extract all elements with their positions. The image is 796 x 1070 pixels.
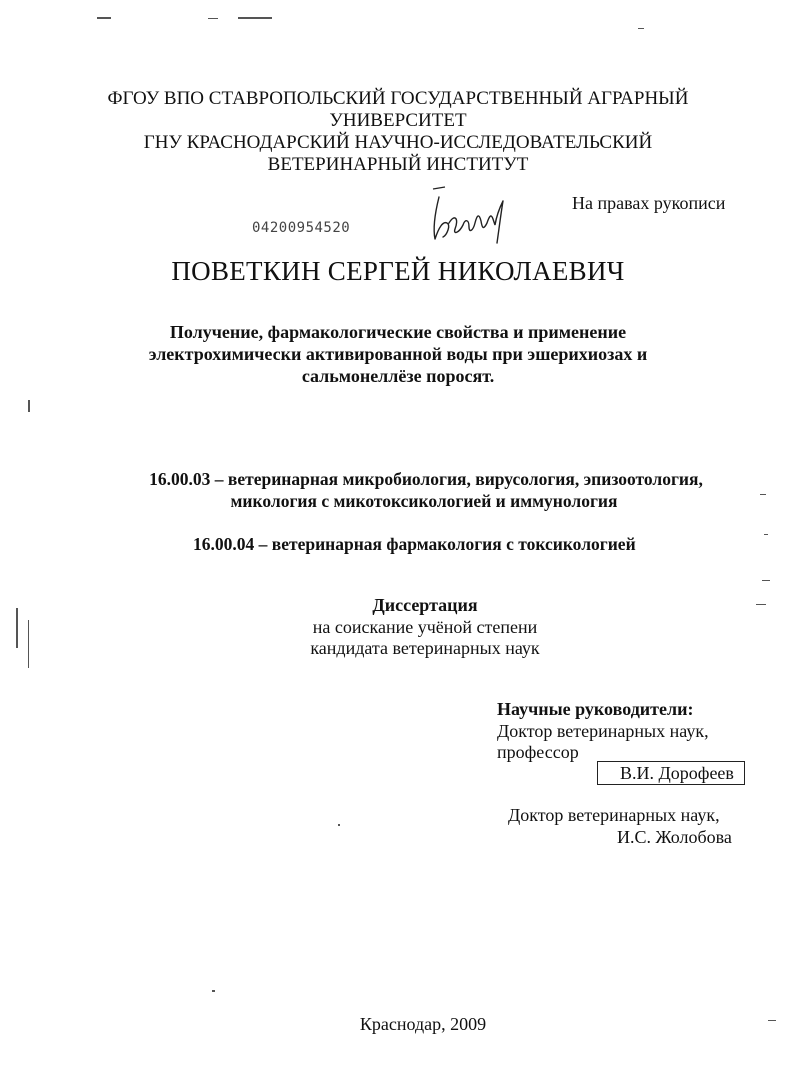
specialty-2: 16.00.04 – ветеринарная фармакология с токсикологией	[193, 534, 636, 554]
specialty-1-line-1: 16.00.03 – ветеринарная микробиология, вирусология, эпизоотология,	[149, 469, 703, 489]
scan-speck	[28, 400, 30, 412]
rights-note: На правах рукописи	[572, 193, 726, 213]
scan-speck	[756, 604, 766, 605]
scan-speck	[638, 28, 644, 29]
advisor-1-rank: профессор	[497, 742, 579, 762]
thesis-title-line-1: Получение, фармакологические свойства и применение	[169, 322, 627, 342]
scan-speck	[97, 17, 111, 19]
institution-line-1: ФГОУ ВПО СТАВРОПОЛЬСКИЙ ГОСУДАРСТВЕННЫЙ АГРАРНЫЙ	[107, 88, 689, 109]
scan-speck	[212, 990, 215, 992]
advisor-2-name: И.С. Жолобова	[617, 827, 732, 847]
advisor-2-title: Доктор ветеринарных наук,	[508, 805, 720, 825]
scan-speck	[768, 1020, 776, 1021]
scan-speck	[760, 494, 766, 495]
institution-line-3: ГНУ КРАСНОДАРСКИЙ НАУЧНО-ИССЛЕДОВАТЕЛЬСКИЙ	[143, 132, 653, 153]
registration-number: 04200954520	[252, 220, 351, 236]
specialty-1-line-2: микология с микотоксикологией и иммунология	[230, 491, 618, 511]
advisors-heading: Научные руководители:	[497, 699, 694, 719]
institution-line-4: ВЕТЕРИНАРНЫЙ ИНСТИТУТ	[267, 154, 529, 175]
scan-speck	[762, 580, 770, 581]
degree-line-1: на соискание учёной степени	[312, 617, 538, 637]
advisor-1-title: Доктор ветеринарных наук,	[497, 721, 709, 741]
degree-line-2: кандидата ветеринарных наук	[310, 638, 540, 658]
degree-heading: Диссертация	[372, 595, 478, 615]
author-name: ПОВЕТКИН СЕРГЕЙ НИКОЛАЕВИЧ	[171, 256, 625, 286]
advisor-1-name: В.И. Дорофеев	[597, 761, 745, 785]
scan-speck	[764, 534, 768, 535]
scan-speck	[338, 824, 340, 826]
thesis-title-line-3: сальмонеллёзе поросят.	[301, 366, 495, 386]
thesis-title-line-2: электрохимически активированной воды при эшерихиозах и	[148, 344, 648, 364]
institution-line-2: УНИВЕРСИТЕТ	[329, 110, 467, 131]
scan-speck	[208, 18, 218, 19]
scan-speck	[238, 17, 272, 19]
scan-speck	[16, 608, 18, 648]
place-and-year: Краснодар, 2009	[359, 1014, 487, 1034]
signature-image	[425, 183, 515, 245]
scan-speck	[28, 620, 29, 668]
